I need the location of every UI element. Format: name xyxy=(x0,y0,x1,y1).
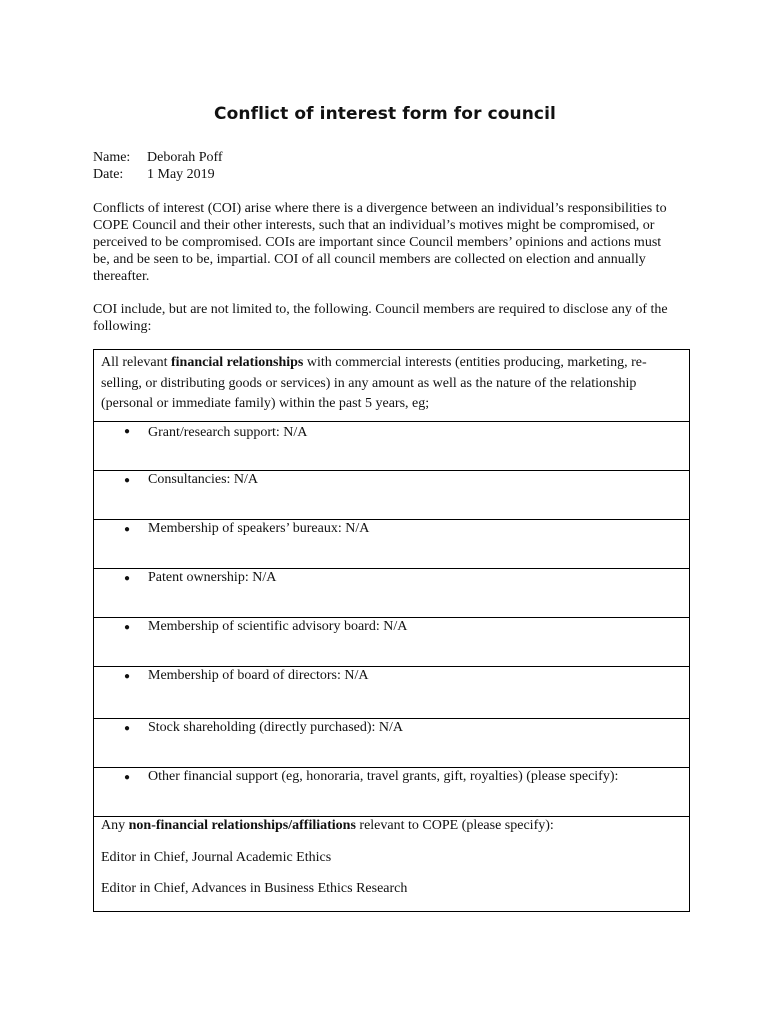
affiliation-entry: Editor in Chief, Journal Academic Ethics xyxy=(101,850,332,865)
financial-item xyxy=(94,422,689,471)
coi-table xyxy=(93,349,690,912)
item-text: Patent ownership: N/A xyxy=(148,570,277,585)
date-value: 1 May 2019 xyxy=(147,167,215,182)
financial-bold: financial relationships xyxy=(170,355,304,370)
bullet-icon: ● xyxy=(124,772,131,783)
financial-item xyxy=(94,520,689,569)
intro-paragraph: Conflicts of interest (COI) arise where there is a divergence between an individual’s responsibilities to COPE Council and their other interests, such that an individual’s motives might be compromised, or perceived to be compromised. COIs are important since Council members’ opinions and actions must be, and be seen to be, impartial. COI of all council members are collected on election and annually thereafter. xyxy=(93,201,667,284)
item-text: Membership of scientific advisory board: N/A xyxy=(148,619,408,634)
financial-item xyxy=(94,719,689,768)
name-row xyxy=(93,149,223,166)
item-text: Grant/research support: N/A xyxy=(148,425,308,440)
disclosure-note: COI include, but are not limited to, the following. Council members are required to disclose any of the following: xyxy=(93,302,668,334)
financial-item xyxy=(94,667,689,719)
bullet-icon: ● xyxy=(124,723,131,734)
item-text: Membership of speakers’ bureaux: N/A xyxy=(148,521,370,536)
bullet-icon: ● xyxy=(124,622,131,633)
bullet-icon: ● xyxy=(124,426,131,437)
bullet-icon: ● xyxy=(124,671,131,682)
non-financial-suffix: relevant to COPE (please specify): xyxy=(355,818,554,833)
financial-item xyxy=(94,471,689,520)
date-label: Date: xyxy=(93,167,124,182)
date-row xyxy=(93,166,223,183)
financial-header-cell xyxy=(94,350,689,422)
name-label: Name: xyxy=(93,150,131,165)
item-text: Membership of board of directors: N/A xyxy=(148,668,369,683)
bullet-icon: ● xyxy=(124,573,131,584)
form-meta xyxy=(93,149,223,183)
financial-prefix: All relevant xyxy=(101,355,171,370)
non-financial-header xyxy=(101,818,554,834)
financial-suffix: with commercial interests (entities producing, marketing, re-selling, or distributing goods or services) in any amount as well as the nature of the relationship (personal or immediate family) within the past 5 years, eg; xyxy=(101,355,647,411)
item-text: Stock shareholding (directly purchased): N/A xyxy=(148,720,404,735)
affiliation-entry: Editor in Chief, Advances in Business Ethics Research xyxy=(101,881,408,896)
page-title: Conflict of interest form for council xyxy=(214,104,556,124)
item-text: Consultancies: N/A xyxy=(148,472,259,487)
item-text: Other financial support (eg, honoraria, travel grants, gift, royalties) (please specify): xyxy=(148,769,619,784)
bullet-icon: ● xyxy=(124,524,131,535)
name-value: Deborah Poff xyxy=(147,150,223,165)
financial-item xyxy=(94,569,689,618)
non-financial-bold: non-financial relationships/affiliations xyxy=(128,818,356,833)
financial-item xyxy=(94,618,689,667)
non-financial-prefix: Any xyxy=(101,818,129,833)
non-financial-cell xyxy=(94,817,689,911)
bullet-icon: ● xyxy=(124,475,131,486)
financial-item xyxy=(94,768,689,817)
